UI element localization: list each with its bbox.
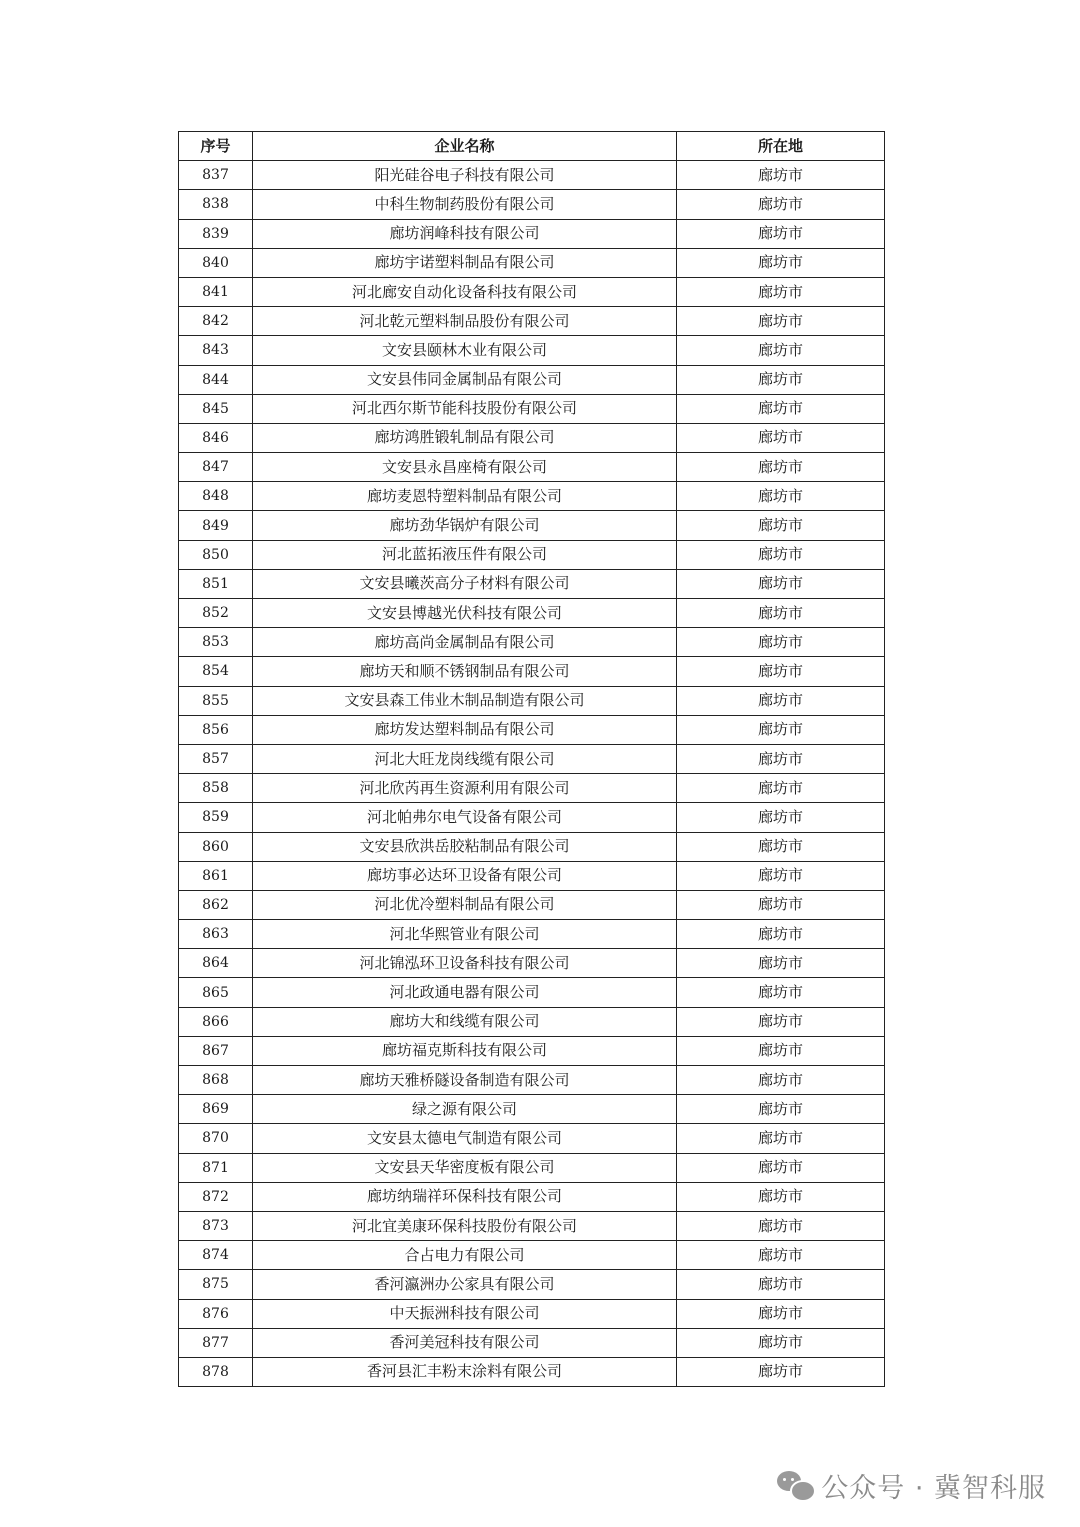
table-row [179, 599, 885, 628]
cell-serial-number: 863 [179, 920, 253, 949]
company-list-table-container [178, 131, 884, 1387]
cell-serial-number: 867 [179, 1036, 253, 1065]
cell-serial-number: 855 [179, 686, 253, 715]
cell-serial-number: 850 [179, 540, 253, 569]
cell-location: 廊坊市 [677, 248, 885, 277]
cell-location: 廊坊市 [677, 540, 885, 569]
cell-serial-number: 869 [179, 1095, 253, 1124]
cell-company-name: 文安县太德电气制造有限公司 [253, 1124, 677, 1153]
cell-location: 廊坊市 [677, 686, 885, 715]
table-row [179, 1241, 885, 1270]
cell-location: 廊坊市 [677, 1007, 885, 1036]
table-row [179, 219, 885, 248]
table-row [179, 1328, 885, 1357]
table-row [179, 1066, 885, 1095]
table-row [179, 423, 885, 452]
cell-location: 廊坊市 [677, 1270, 885, 1299]
cell-company-name: 文安县天华密度板有限公司 [253, 1153, 677, 1182]
cell-company-name: 廊坊鸿胜锻轧制品有限公司 [253, 423, 677, 452]
cell-serial-number: 870 [179, 1124, 253, 1153]
cell-location: 廊坊市 [677, 336, 885, 365]
cell-company-name: 河北欣芮再生资源利用有限公司 [253, 774, 677, 803]
cell-location: 廊坊市 [677, 744, 885, 773]
table-row [179, 1357, 885, 1386]
cell-company-name: 中科生物制药股份有限公司 [253, 190, 677, 219]
cell-company-name: 廊坊劲华锅炉有限公司 [253, 511, 677, 540]
cell-company-name: 河北廊安自动化设备科技有限公司 [253, 277, 677, 306]
cell-location: 廊坊市 [677, 715, 885, 744]
cell-serial-number: 874 [179, 1241, 253, 1270]
cell-company-name: 河北蓝拓液压件有限公司 [253, 540, 677, 569]
cell-company-name: 廊坊宇诺塑料制品有限公司 [253, 248, 677, 277]
table-row [179, 161, 885, 190]
cell-location: 廊坊市 [677, 890, 885, 919]
table-row [179, 394, 885, 423]
cell-company-name: 香河县汇丰粉末涂料有限公司 [253, 1357, 677, 1386]
cell-location: 廊坊市 [677, 832, 885, 861]
cell-location: 廊坊市 [677, 657, 885, 686]
table-row [179, 1182, 885, 1211]
table-row [179, 511, 885, 540]
cell-serial-number: 877 [179, 1328, 253, 1357]
cell-serial-number: 864 [179, 949, 253, 978]
table-row [179, 744, 885, 773]
cell-location: 廊坊市 [677, 482, 885, 511]
cell-location: 廊坊市 [677, 599, 885, 628]
header-location: 所在地 [677, 132, 885, 161]
cell-location: 廊坊市 [677, 949, 885, 978]
table-row [179, 715, 885, 744]
cell-serial-number: 871 [179, 1153, 253, 1182]
cell-serial-number: 852 [179, 599, 253, 628]
table-row [179, 540, 885, 569]
table-row [179, 336, 885, 365]
table-row [179, 1299, 885, 1328]
cell-company-name: 文安县伟同金属制品有限公司 [253, 365, 677, 394]
cell-company-name: 廊坊纳瑞祥环保科技有限公司 [253, 1182, 677, 1211]
cell-serial-number: 849 [179, 511, 253, 540]
cell-serial-number: 861 [179, 861, 253, 890]
table-header-row [179, 132, 885, 161]
header-company-name: 企业名称 [253, 132, 677, 161]
cell-location: 廊坊市 [677, 423, 885, 452]
cell-company-name: 河北政通电器有限公司 [253, 978, 677, 1007]
cell-location: 廊坊市 [677, 774, 885, 803]
cell-serial-number: 859 [179, 803, 253, 832]
table-row [179, 307, 885, 336]
table-row [179, 1095, 885, 1124]
cell-company-name: 文安县曦茨高分子材料有限公司 [253, 569, 677, 598]
cell-location: 廊坊市 [677, 1036, 885, 1065]
table-row [179, 482, 885, 511]
cell-serial-number: 868 [179, 1066, 253, 1095]
table-row [179, 1153, 885, 1182]
cell-location: 廊坊市 [677, 803, 885, 832]
cell-company-name: 中天振洲科技有限公司 [253, 1299, 677, 1328]
cell-company-name: 文安县颐林木业有限公司 [253, 336, 677, 365]
table-row [179, 890, 885, 919]
wechat-icon [777, 1469, 813, 1501]
cell-location: 廊坊市 [677, 453, 885, 482]
cell-serial-number: 876 [179, 1299, 253, 1328]
cell-company-name: 河北华熙管业有限公司 [253, 920, 677, 949]
table-row [179, 569, 885, 598]
table-row [179, 657, 885, 686]
table-row [179, 1036, 885, 1065]
cell-serial-number: 851 [179, 569, 253, 598]
cell-serial-number: 875 [179, 1270, 253, 1299]
cell-location: 廊坊市 [677, 1211, 885, 1240]
cell-company-name: 香河美冠科技有限公司 [253, 1328, 677, 1357]
table-row [179, 1007, 885, 1036]
table-row [179, 832, 885, 861]
cell-serial-number: 843 [179, 336, 253, 365]
cell-company-name: 文安县欣洪岳胶粘制品有限公司 [253, 832, 677, 861]
wechat-watermark [777, 1463, 1046, 1507]
cell-company-name: 河北西尔斯节能科技股份有限公司 [253, 394, 677, 423]
cell-company-name: 文安县森工伟业木制品制造有限公司 [253, 686, 677, 715]
table-row [179, 365, 885, 394]
cell-serial-number: 872 [179, 1182, 253, 1211]
cell-serial-number: 873 [179, 1211, 253, 1240]
cell-serial-number: 862 [179, 890, 253, 919]
table-row [179, 1270, 885, 1299]
cell-serial-number: 840 [179, 248, 253, 277]
cell-location: 廊坊市 [677, 1357, 885, 1386]
cell-serial-number: 878 [179, 1357, 253, 1386]
cell-company-name: 廊坊发达塑料制品有限公司 [253, 715, 677, 744]
cell-serial-number: 848 [179, 482, 253, 511]
cell-location: 廊坊市 [677, 277, 885, 306]
cell-location: 廊坊市 [677, 394, 885, 423]
cell-location: 廊坊市 [677, 920, 885, 949]
cell-company-name: 阳光硅谷电子科技有限公司 [253, 161, 677, 190]
cell-company-name: 廊坊天雅桥隧设备制造有限公司 [253, 1066, 677, 1095]
cell-company-name: 河北锦泓环卫设备科技有限公司 [253, 949, 677, 978]
cell-serial-number: 860 [179, 832, 253, 861]
table-row [179, 861, 885, 890]
table-row [179, 453, 885, 482]
cell-company-name: 廊坊天和顺不锈钢制品有限公司 [253, 657, 677, 686]
cell-location: 廊坊市 [677, 1299, 885, 1328]
cell-location: 廊坊市 [677, 511, 885, 540]
cell-serial-number: 856 [179, 715, 253, 744]
cell-location: 廊坊市 [677, 978, 885, 1007]
cell-company-name: 文安县博越光伏科技有限公司 [253, 599, 677, 628]
cell-company-name: 河北优冷塑料制品有限公司 [253, 890, 677, 919]
table-row [179, 190, 885, 219]
cell-company-name: 香河瀛洲办公家具有限公司 [253, 1270, 677, 1299]
table-row [179, 248, 885, 277]
table-row [179, 1124, 885, 1153]
cell-location: 廊坊市 [677, 307, 885, 336]
cell-serial-number: 839 [179, 219, 253, 248]
table-row [179, 686, 885, 715]
table-row [179, 978, 885, 1007]
cell-company-name: 廊坊大和线缆有限公司 [253, 1007, 677, 1036]
table-row [179, 803, 885, 832]
cell-location: 廊坊市 [677, 1124, 885, 1153]
cell-company-name: 河北大旺龙岗线缆有限公司 [253, 744, 677, 773]
cell-location: 廊坊市 [677, 1153, 885, 1182]
cell-serial-number: 842 [179, 307, 253, 336]
cell-company-name: 廊坊高尚金属制品有限公司 [253, 628, 677, 657]
watermark-text: 公众号 · 冀智科服 [821, 1472, 1046, 1504]
cell-company-name: 河北乾元塑料制品股份有限公司 [253, 307, 677, 336]
cell-location: 廊坊市 [677, 628, 885, 657]
cell-company-name: 合占电力有限公司 [253, 1241, 677, 1270]
cell-company-name: 河北宜美康环保科技股份有限公司 [253, 1211, 677, 1240]
cell-serial-number: 847 [179, 453, 253, 482]
cell-serial-number: 853 [179, 628, 253, 657]
cell-company-name: 河北帕弗尔电气设备有限公司 [253, 803, 677, 832]
table-row [179, 774, 885, 803]
cell-serial-number: 845 [179, 394, 253, 423]
cell-location: 廊坊市 [677, 1095, 885, 1124]
cell-serial-number: 858 [179, 774, 253, 803]
cell-serial-number: 841 [179, 277, 253, 306]
header-serial-number: 序号 [179, 132, 253, 161]
cell-company-name: 廊坊事必达环卫设备有限公司 [253, 861, 677, 890]
cell-location: 廊坊市 [677, 219, 885, 248]
cell-serial-number: 854 [179, 657, 253, 686]
table-body [179, 161, 885, 1387]
cell-location: 廊坊市 [677, 161, 885, 190]
cell-location: 廊坊市 [677, 1241, 885, 1270]
cell-location: 廊坊市 [677, 1328, 885, 1357]
cell-company-name: 文安县永昌座椅有限公司 [253, 453, 677, 482]
cell-serial-number: 846 [179, 423, 253, 452]
cell-serial-number: 866 [179, 1007, 253, 1036]
cell-company-name: 廊坊麦恩特塑料制品有限公司 [253, 482, 677, 511]
cell-location: 廊坊市 [677, 861, 885, 890]
cell-location: 廊坊市 [677, 190, 885, 219]
table-row [179, 920, 885, 949]
cell-serial-number: 857 [179, 744, 253, 773]
cell-serial-number: 837 [179, 161, 253, 190]
cell-company-name: 廊坊润峰科技有限公司 [253, 219, 677, 248]
cell-location: 廊坊市 [677, 569, 885, 598]
cell-serial-number: 865 [179, 978, 253, 1007]
table-row [179, 277, 885, 306]
company-list-table [178, 131, 885, 1387]
cell-location: 廊坊市 [677, 1182, 885, 1211]
cell-serial-number: 844 [179, 365, 253, 394]
cell-location: 廊坊市 [677, 365, 885, 394]
table-row [179, 1211, 885, 1240]
cell-serial-number: 838 [179, 190, 253, 219]
cell-location: 廊坊市 [677, 1066, 885, 1095]
table-row [179, 949, 885, 978]
cell-company-name: 绿之源有限公司 [253, 1095, 677, 1124]
table-row [179, 628, 885, 657]
cell-company-name: 廊坊福克斯科技有限公司 [253, 1036, 677, 1065]
